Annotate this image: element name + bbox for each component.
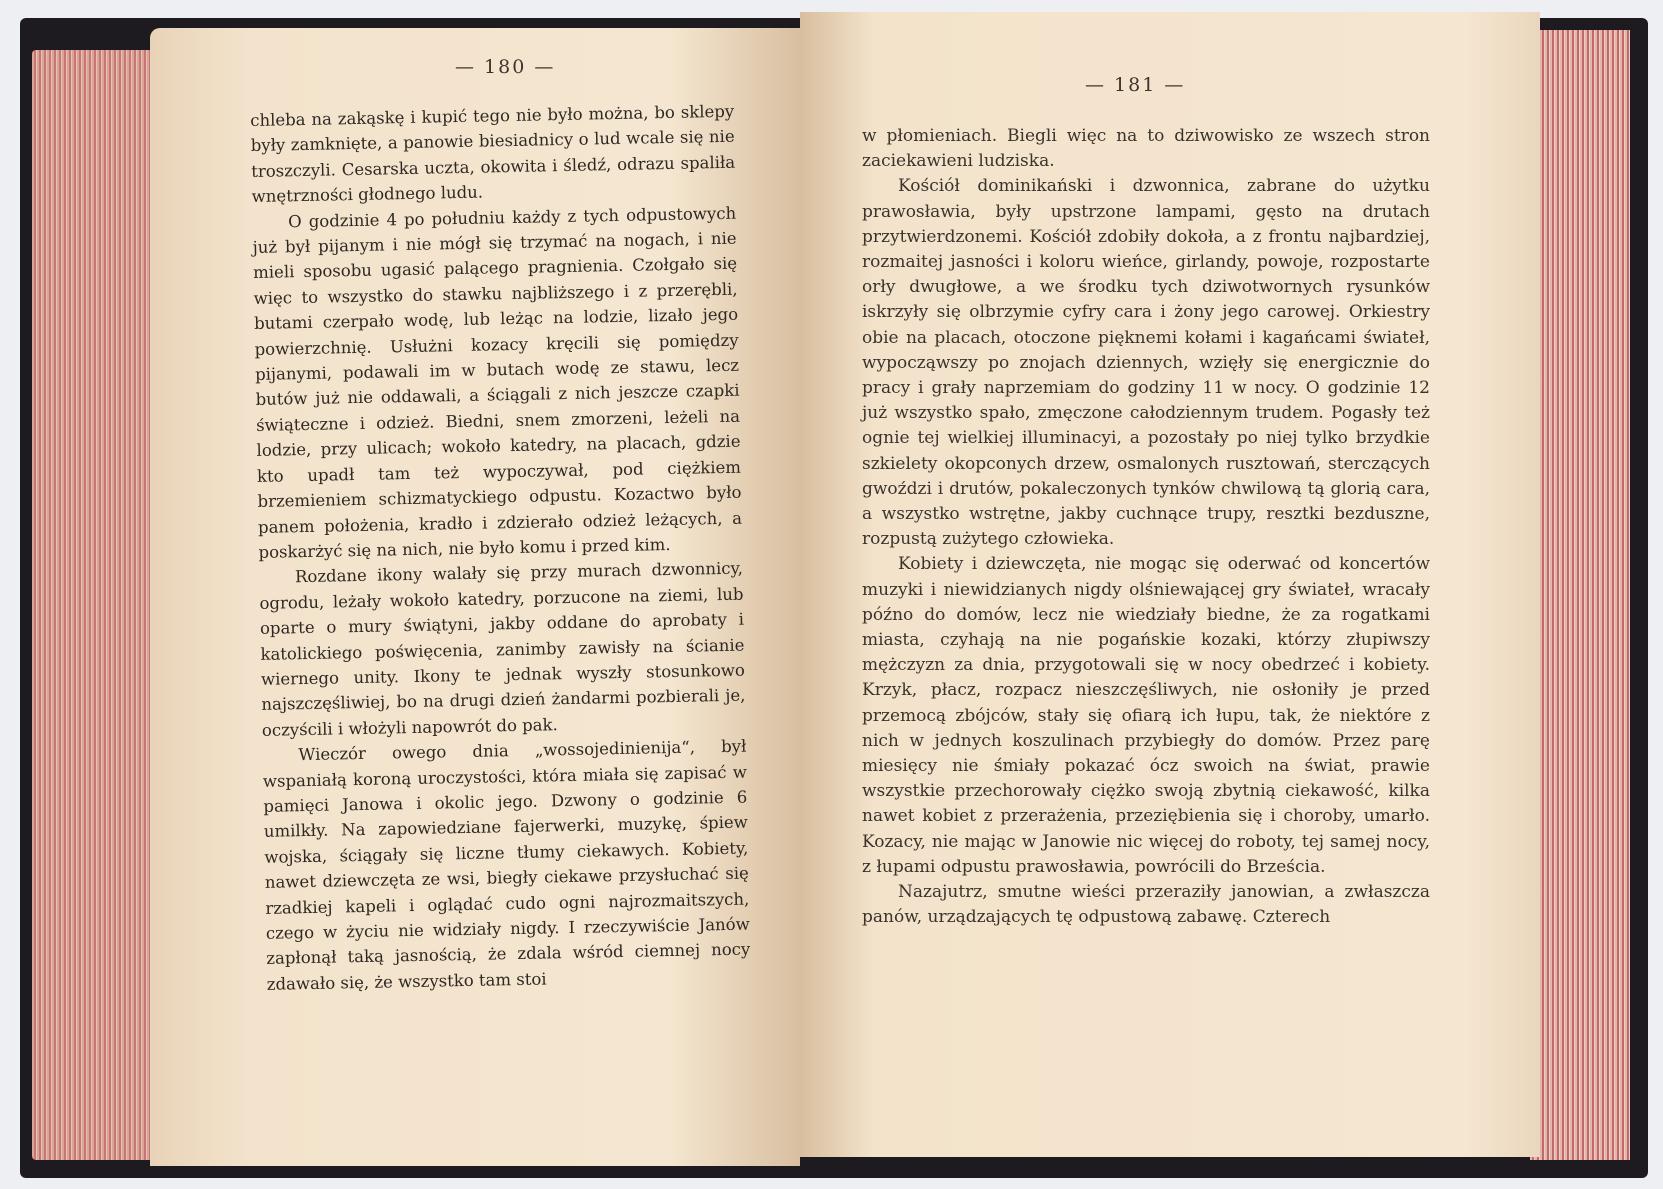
paragraph: Kobiety i dziewczęta, nie mogąc się oderwać od koncertów muzyki i niewidzianych nigdy olśniewającej gry świateł, wracały późno do domów, lecz nie wiedziały biedne, że za rogatkami miasta, czyhają na nie pogańskie kozaki, którzy złupiwszy mężczyzn za dnia, przygotowali się w nocy obedrzeć i kobiety. Krzyk, płacz, rozpacz nieszczęśliwych, nie osłoniły je przed przemocą zbójców, stały się ofiarą ich łupu, tak, że niektóre z nich w jednych koszulinach przybiegły do domów. Przez parę miesięcy nie śmiały pokazać ócz swoich na świat, prawie wszystkie przechorowały ciężko swoją zbytnią ciekawość, kilka nawet kobiet z przerażenia, przeziębienia się i choroby, umarło. Kozacy, nie mając w Janowie nic więcej do roboty, tej samej nocy, z łupami odpustu prawosławia, powrócili do Brześcia. [862,554,1430,877]
paragraph: O godzinie 4 po południu każdy z tych odpustowych już był pijanym i nie mógł się trzymać na nogach, i nie mieli sposobu ugasić palącego pragnienia. Czołgało się więc to wszystko do stawku najbliższego i z przerębli, butami czerpało wodę, lub leżąc na lodzie, lizało jego powierzchnię. Usłużni kozacy kręcili się pomiędzy pijanymi, podawali im w butach wodę ze stawu, lecz butów już nie oddawali, a ściągali z nich jeszcze czapki świąteczne i odzież. Biedni, snem zmorzeni, leżeli na lodzie, przy ulicach; wokoło katedry, na placach, gdzie kto upadł tam też wypoczywał, pod ciężkiem brzemieniem schizmatyckiego odpustu. Kozactwo było panem położenia, kradło i zdzierało odzież leżących, a poskarżyć się na nich, nie było komu i przed kim. [252,203,743,562]
paragraph: Nazajutrz, smutne wieści przeraziły janowian, a zwłaszcza panów, urządzających tę odpustową zabawę. Czterech [862,882,1430,928]
paragraph: chleba na zakąskę i kupić tego nie było można, bo sklepy były zamknięte, a panowie biesiadnicy o lud wcale się nie troszczyli. Cesarska uczta, okowita i śledź, odrazu spaliła wnętrzności głodnego ludu. [250,101,736,207]
left-page [150,28,800,1166]
paragraph: Rozdane ikony walały się przy murach dzwonnicy, ogrodu, leżały wokoło katedry, porzucone na ziemi, lub oparte o mury świątyni, jakby oddane do aprobaty i katolickiego poświęcenia, zanimby zawisły na ścianie wiernego unity. Ikony te jednak wyszły stosunkowo najszczęśliwiej, bo na drugi dzień żandarmi pozbierali je, oczyścili i włożyli napowrót do pak. [259,558,746,740]
right-page [800,12,1540,1157]
page-number: — 181 — [1085,74,1186,96]
left-page-edges [32,50,152,1160]
paragraph: Wieczór owego dnia „wossojedinienija“, był wspaniałą koroną uroczystości, która miała się zapisać w pamięci Janowa i okolic jego. Dzwony o godzinie 6 umilkły. Na zapowiedziane fajerwerki, muzykę, śpiew wojska, ściągały się liczne tłumy ciekawych. Kobiety, nawet dziewczęta ze wsi, biegły ciekawe przysłuchać się rzadkiej kapeli i oglądać cudo ogni najrozmaitszych, czego w życiu nie widziały nigdy. I rzeczywiście Janów zapłonął taką jasnością, że zdala wśród ciemnej nocy zdawało się, że wszystko tam stoi [262,736,751,994]
paragraph: Kościół dominikański i dzwonnica, zabrane do użytku prawosławia, były upstrzone lampami, gęsto na drutach przytwierdzonemi. Kościół zdobiły dokoła, a z frontu najbardziej, rozmaitej jasności i koloru wieńce, girlandy, powoje, rozpostarte orły dwugłowe, a we środku tych dziwotwornych rysunków iskrzyły się olbrzymie cyfry cara i żony jego carowej. Orkiestry obie na placach, otoczone pięknemi kołami i kagańcami świateł, wypocząwszy po znojach dziennych, wzięły się energicznie do pracy i grały naprzemiam do godziny 11 w nocy. O godzinie 12 już wszystko spało, zmęczone całodziennym trudem. Pogasły też ognie tej wielkiej illuminacyi, a pozostały po niej tylko brzydkie szkielety okopconych drzew, osmalonych rusztowań, sterczących gwoździ i drutów, pokaleczonych tynków chwilową tą glorią cara, a wszystko wstrętne, jakby cuchnące trupy, resztki bezduszne, rozpustą zużytego człowieka. [862,176,1430,550]
paragraph: w płomieniach. Biegli więc na to dziwowisko ze wszech stron zaciekawieni ludziska. [862,126,1430,172]
page-number: — 180 — [455,56,556,78]
page-text [250,99,751,997]
page-text [862,124,1430,931]
right-page-edges [1530,30,1630,1160]
